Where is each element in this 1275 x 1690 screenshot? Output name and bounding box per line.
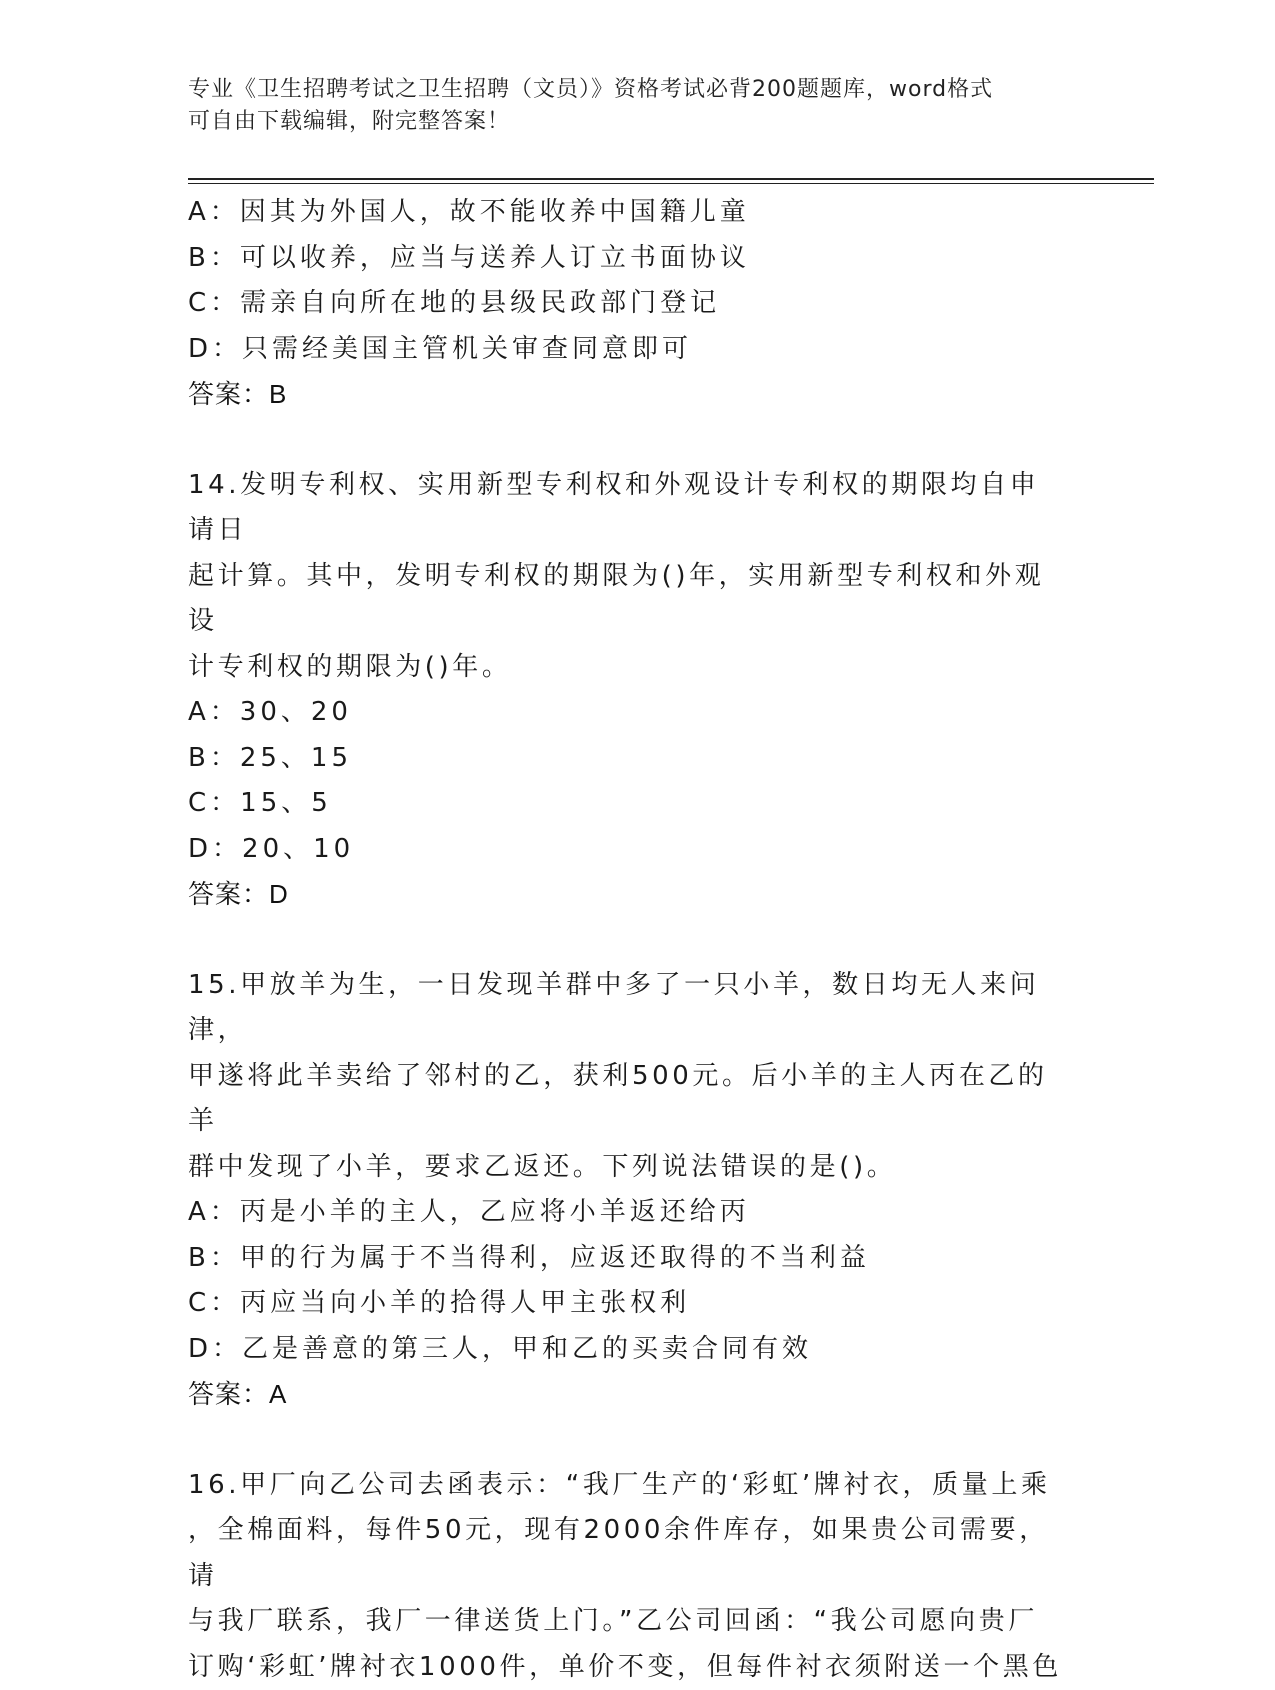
stem-line: 甲遂将此羊卖给了邻村的乙，获利500元。后小羊的主人丙在乙的羊: [188, 1054, 1068, 1145]
option-a: A：因其为外国人，故不能收养中国籍儿童: [188, 190, 1088, 236]
option-d: D：只需经美国主管机关审查同意即可: [188, 327, 1088, 373]
stem-line: 群中发现了小羊，要求乙返还。下列说法错误的是()。: [188, 1145, 1068, 1191]
header-line-1: 专业《卫生招聘考试之卫生招聘（文员）》资格考试必背200题题库，word格式: [188, 74, 1068, 106]
option-c: C：需亲自向所在地的县级民政部门登记: [188, 281, 1088, 327]
stem-line: 16.甲厂向乙公司去函表示：“我厂生产的‘彩虹’牌衬衣，质量上乘: [188, 1463, 1068, 1509]
stem-line: 起计算。其中，发明专利权的期限为()年，实用新型专利权和外观设: [188, 554, 1068, 645]
option-a: A：丙是小羊的主人，乙应将小羊返还给丙: [188, 1190, 1088, 1236]
question-14: [188, 463, 1088, 918]
stem-line: 15.甲放羊为生，一日发现羊群中多了一只小羊，数日均无人来问津，: [188, 963, 1068, 1054]
header-divider-thin: [188, 183, 1154, 184]
document-header: [188, 74, 1068, 138]
stem-line: 与我厂联系，我厂一律送货上门。”乙公司回函：“我公司愿向贵厂: [188, 1599, 1068, 1645]
answer-label: 答案：B: [188, 372, 1088, 418]
header-line-2: 可自由下载编辑，附完整答案！: [188, 106, 1068, 138]
question-content: [188, 190, 1088, 1690]
question-stem: [188, 963, 1068, 1191]
header-divider-thick: [188, 178, 1154, 180]
question-16: [188, 1463, 1088, 1690]
question-15: [188, 963, 1088, 1418]
stem-line: ，全棉面料，每件50元，现有2000余件库存，如果贵公司需要，请: [188, 1508, 1068, 1599]
stem-line: 14.发明专利权、实用新型专利权和外观设计专利权的期限均自申请日: [188, 463, 1068, 554]
option-a: A：30、20: [188, 690, 1088, 736]
option-d: D：20、10: [188, 827, 1088, 873]
question-stem: [188, 463, 1068, 691]
answer-label: 答案：D: [188, 872, 1088, 918]
question-stem: [188, 1463, 1068, 1690]
option-c: C：15、5: [188, 781, 1088, 827]
stem-line: 计专利权的期限为()年。: [188, 645, 1068, 691]
option-c: C：丙应当向小羊的拾得人甲主张权利: [188, 1281, 1088, 1327]
option-b: B：甲的行为属于不当得利，应返还取得的不当利益: [188, 1236, 1088, 1282]
answer-label: 答案：A: [188, 1372, 1088, 1418]
option-b: B：25、15: [188, 736, 1088, 782]
option-d: D：乙是善意的第三人，甲和乙的买卖合同有效: [188, 1327, 1088, 1373]
stem-line: 订购‘彩虹’牌衬衣1000件，单价不变，但每件衬衣须附送一个黑色: [188, 1645, 1068, 1690]
question-13: [188, 190, 1088, 418]
option-b: B：可以收养，应当与送养人订立书面协议: [188, 236, 1088, 282]
